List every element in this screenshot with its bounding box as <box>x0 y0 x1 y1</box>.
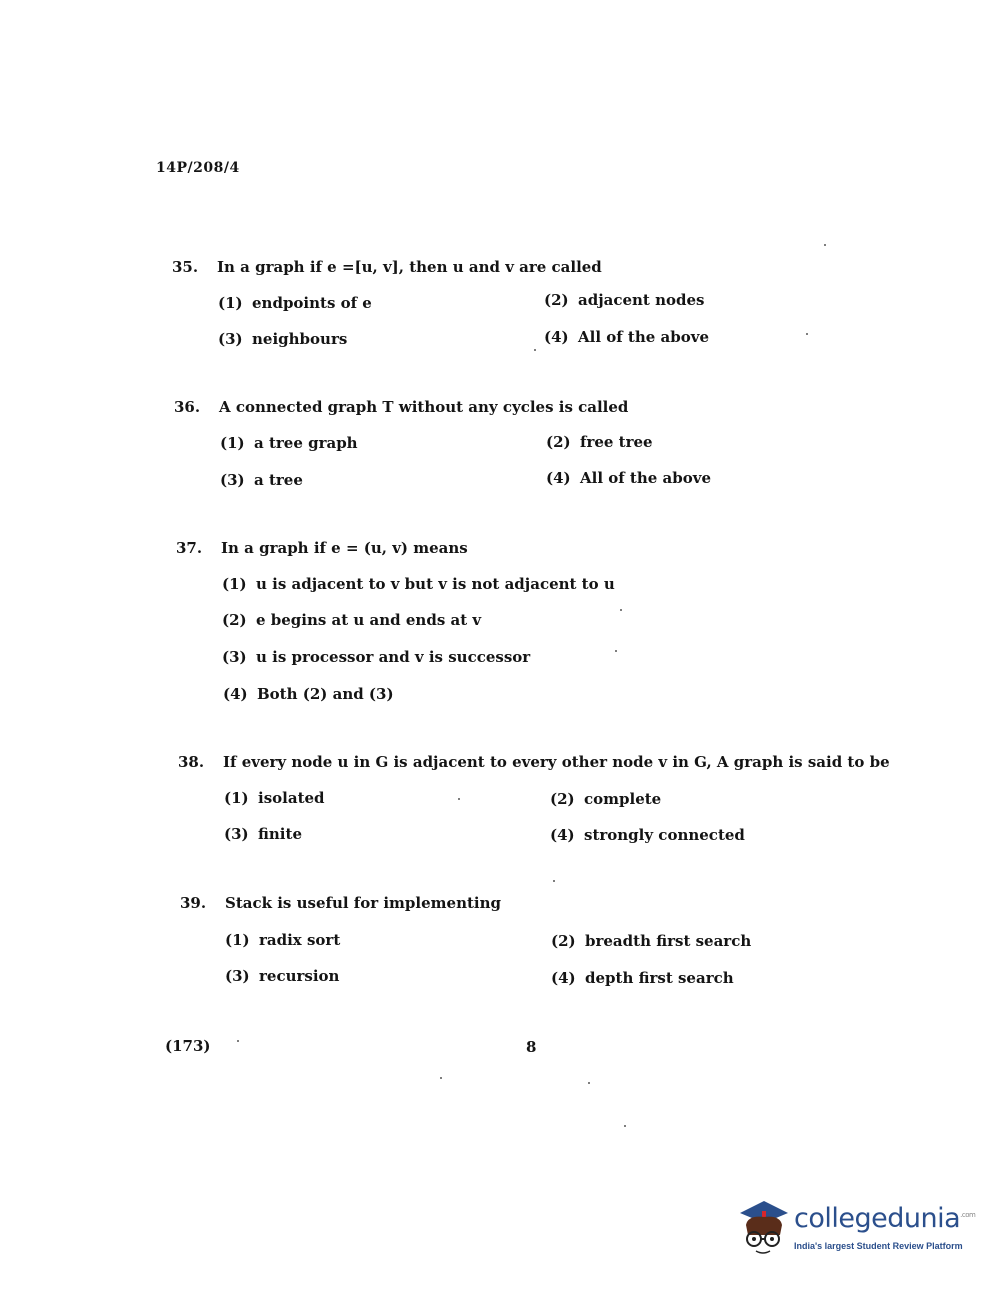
question-text: In a graph if e =[u, v], then u and v are called <box>217 258 602 276</box>
option-text: u is processor and v is successor <box>256 648 531 666</box>
option-3 <box>224 825 302 843</box>
option-2 <box>222 611 481 629</box>
option-number: (2) <box>550 790 575 808</box>
option-text: endpoints of e <box>252 294 372 312</box>
question-text: If every node u in G is adjacent to every other node v in G, A graph is said to be <box>223 753 890 771</box>
option-number: (1) <box>220 434 245 452</box>
page-number: 8 <box>526 1038 537 1056</box>
option-text: All of the above <box>578 328 710 346</box>
question-number: 39. <box>180 894 207 912</box>
option-3 <box>225 967 339 985</box>
scan-speck <box>553 880 555 882</box>
option-text: recursion <box>259 967 340 985</box>
option-text: breadth first search <box>585 932 752 950</box>
option-number: (3) <box>218 330 243 348</box>
scan-speck <box>620 609 622 611</box>
brand-name-text: collegedunia <box>794 1203 961 1234</box>
option-4 <box>550 826 745 844</box>
scan-speck <box>458 798 460 800</box>
option-3 <box>222 648 530 666</box>
question-number: 36. <box>174 398 201 416</box>
option-4 <box>223 685 394 703</box>
option-text: complete <box>584 790 662 808</box>
option-number: (3) <box>222 648 247 666</box>
option-number: (3) <box>224 825 249 843</box>
option-text: a tree graph <box>254 434 358 452</box>
scan-speck <box>237 1040 239 1042</box>
footer-code: (173) <box>165 1037 211 1055</box>
option-4 <box>546 469 711 487</box>
option-number: (4) <box>223 685 248 703</box>
option-number: (4) <box>550 826 575 844</box>
option-1 <box>222 575 615 593</box>
option-number: (2) <box>222 611 247 629</box>
option-4 <box>551 969 734 987</box>
option-text: isolated <box>258 789 325 807</box>
question-text: A connected graph T without any cycles is called <box>219 398 629 416</box>
option-text: strongly connected <box>584 826 745 844</box>
brand-tagline: India's largest Student Review Platform <box>794 1241 963 1251</box>
option-2 <box>551 932 751 950</box>
question-number: 37. <box>176 539 203 557</box>
scan-speck <box>534 349 536 351</box>
option-number: (3) <box>220 471 245 489</box>
option-1 <box>220 434 358 452</box>
option-1 <box>218 294 372 312</box>
option-4 <box>544 328 709 346</box>
scan-speck <box>588 1082 590 1084</box>
option-2 <box>550 790 661 808</box>
option-text: u is adjacent to v but v is not adjacent to u <box>256 575 615 593</box>
option-number: (2) <box>546 433 571 451</box>
option-text: depth first search <box>585 969 734 987</box>
option-number: (2) <box>544 291 569 309</box>
option-text: e begins at u and ends at v <box>256 611 482 629</box>
question-text: Stack is useful for implementing <box>225 894 501 912</box>
scan-speck <box>615 650 617 652</box>
option-text: free tree <box>580 433 653 451</box>
scan-speck <box>824 244 826 246</box>
option-number: (3) <box>225 967 250 985</box>
scan-speck <box>440 1077 442 1079</box>
option-number: (1) <box>222 575 247 593</box>
option-number: (1) <box>218 294 243 312</box>
option-number: (2) <box>551 932 576 950</box>
scan-speck <box>624 1125 626 1127</box>
option-text: adjacent nodes <box>578 291 705 309</box>
option-number: (4) <box>551 969 576 987</box>
paper-code: 14P/208/4 <box>156 160 240 176</box>
option-text: radix sort <box>259 931 341 949</box>
option-number: (1) <box>225 931 250 949</box>
option-number: (4) <box>544 328 569 346</box>
brand-name <box>794 1203 975 1234</box>
question-number: 35. <box>172 258 199 276</box>
option-text: All of the above <box>580 469 712 487</box>
option-number: (1) <box>224 789 249 807</box>
option-text: a tree <box>254 471 303 489</box>
question-number: 38. <box>178 753 205 771</box>
collegedunia-watermark <box>736 1195 976 1265</box>
option-3 <box>220 471 303 489</box>
option-text: neighbours <box>252 330 348 348</box>
mascot-logo-icon <box>736 1195 792 1261</box>
option-2 <box>544 291 704 309</box>
question-text: In a graph if e = (u, v) means <box>221 539 468 557</box>
brand-domain: .com <box>960 1211 976 1219</box>
option-number: (4) <box>546 469 571 487</box>
option-3 <box>218 330 347 348</box>
option-text: finite <box>258 825 302 843</box>
option-1 <box>225 931 340 949</box>
scan-speck <box>806 333 808 335</box>
option-text: Both (2) and (3) <box>257 685 394 703</box>
option-1 <box>224 789 325 807</box>
option-2 <box>546 433 653 451</box>
